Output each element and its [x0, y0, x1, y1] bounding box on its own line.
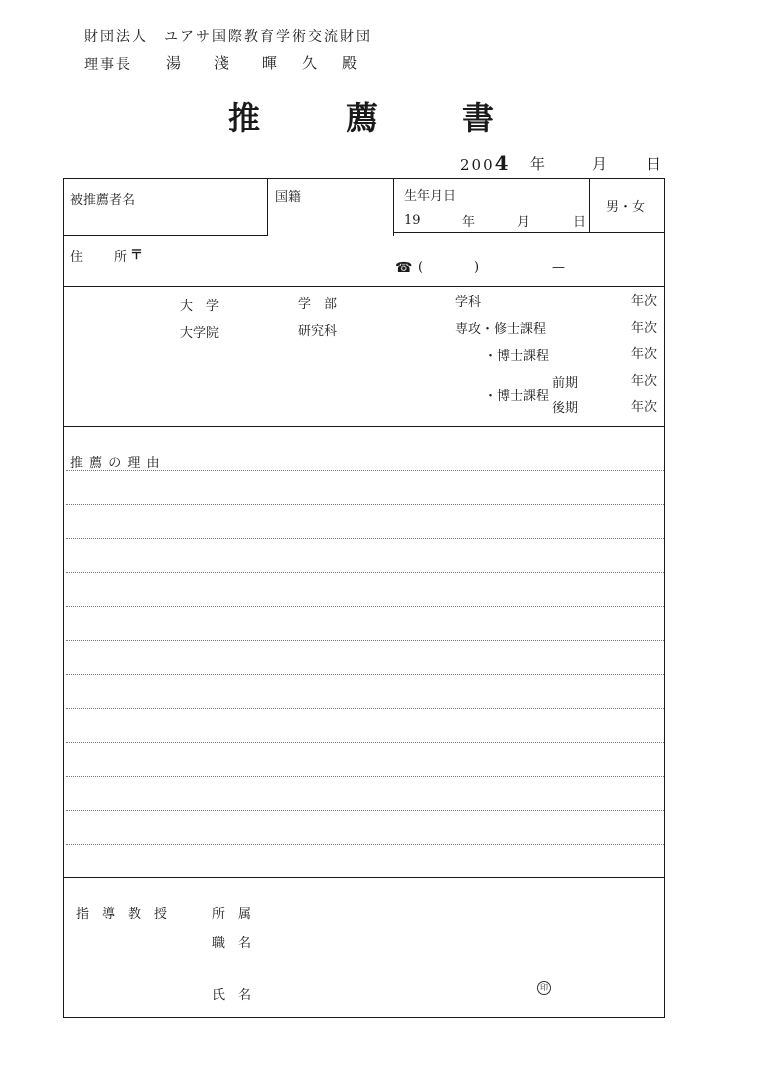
phone-paren-close: ): [474, 260, 480, 275]
chairman-title: 理事長: [84, 57, 132, 73]
divider: [393, 232, 665, 233]
writing-line: [66, 504, 664, 505]
writing-line: [66, 708, 664, 709]
divider: [63, 235, 268, 236]
chairman-name-char: 淺: [214, 54, 230, 72]
writing-line: [66, 606, 664, 607]
divider: [63, 286, 665, 287]
date-day-unit: 日: [646, 155, 662, 173]
year-label: 年次: [631, 374, 658, 389]
nominee-name-label: 被推薦者名: [70, 193, 136, 208]
date-year-digit: 4: [494, 151, 511, 175]
doctor-course-label: ・博士課程: [484, 349, 550, 364]
second-term-label: 後期: [552, 401, 579, 416]
year-label: 年次: [631, 294, 658, 309]
writing-line: [66, 674, 664, 675]
sex-label: 男・女: [606, 200, 646, 215]
year-label: 年次: [631, 321, 658, 336]
birth-year-unit: 年: [462, 215, 476, 230]
salutation: 殿: [342, 54, 358, 72]
document-title-char: 書: [462, 99, 495, 137]
birthdate-label: 生年月日: [404, 189, 457, 204]
phone-dash: —: [552, 260, 565, 275]
date-year-unit: 年: [530, 155, 546, 173]
nationality-label: 国籍: [275, 190, 302, 205]
writing-line: [66, 844, 664, 845]
first-term-label: 前期: [552, 376, 579, 391]
postal-mark: 〒: [130, 248, 144, 263]
birth-era: 19: [404, 213, 421, 228]
graduate-school-label: 大学院: [180, 326, 220, 341]
advisor-label: 指 導 教 授: [76, 907, 168, 922]
advisor-name-label: 氏 名: [212, 988, 252, 1003]
doctor-course-label: ・博士課程: [484, 389, 550, 404]
writing-line: [66, 776, 664, 777]
document-title-char: 推: [228, 99, 261, 137]
birth-day-unit: 日: [573, 215, 587, 230]
department-label: 学科: [455, 295, 482, 310]
seal-mark: 印: [537, 981, 551, 995]
writing-line: [66, 640, 664, 641]
affiliation-label: 所 属: [212, 907, 252, 922]
phone-paren-open: (: [418, 260, 424, 275]
position-label: 職 名: [212, 936, 252, 951]
date-year-prefix: 200: [460, 156, 495, 174]
writing-line: [66, 572, 664, 573]
divider: [63, 877, 665, 878]
master-course-label: 専攻・修士課程: [455, 322, 547, 337]
writing-line: [66, 742, 664, 743]
foundation-name: 財団法人 ユアサ国際教育学術交流財団: [84, 29, 372, 45]
writing-line: [66, 470, 664, 471]
date-month-unit: 月: [592, 155, 608, 173]
recommendation-reason-label: 推 薦 の 理 由: [70, 456, 161, 471]
address-label: 所: [114, 250, 128, 265]
year-label: 年次: [631, 400, 658, 415]
chairman-name-char: 湯: [166, 54, 182, 72]
birth-month-unit: 月: [517, 215, 531, 230]
divider: [393, 178, 394, 236]
document-title-char: 薦: [346, 99, 379, 137]
chairman-name-char: 久: [302, 54, 318, 72]
telephone-icon: ☎: [395, 260, 413, 276]
chairman-name-char: 暉: [262, 54, 278, 72]
divider: [267, 178, 268, 236]
graduate-course-label: 研究科: [298, 324, 338, 339]
university-label: 大 学: [180, 299, 220, 314]
divider: [589, 178, 590, 232]
writing-line: [66, 538, 664, 539]
year-label: 年次: [631, 347, 658, 362]
date-year: [460, 151, 511, 175]
writing-line: [66, 810, 664, 811]
faculty-label: 学 部: [298, 297, 338, 312]
divider: [63, 426, 665, 427]
form-frame: [63, 178, 665, 1018]
address-label: 住: [70, 250, 84, 265]
